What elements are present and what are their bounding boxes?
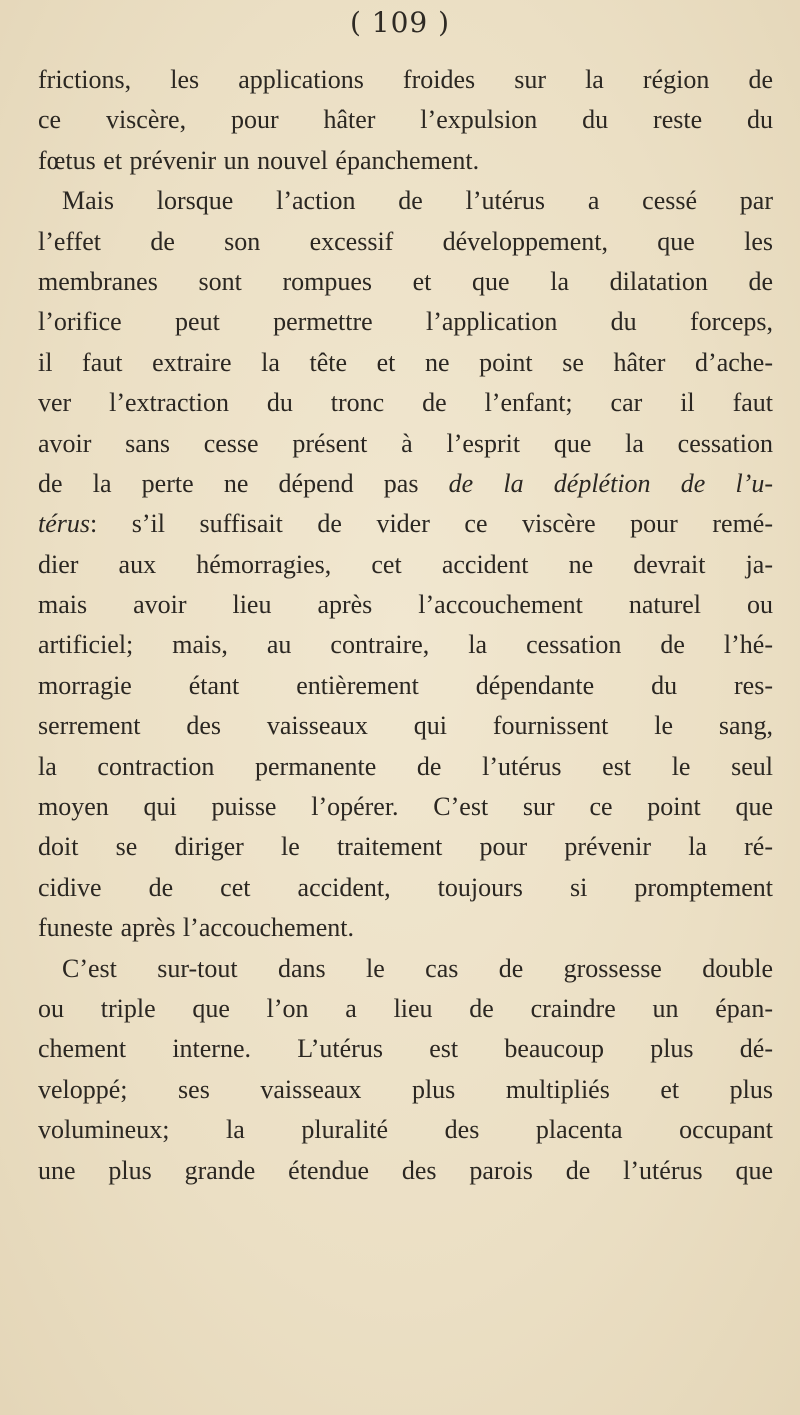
italic-phrase: de la déplétion de l’u- <box>448 468 773 498</box>
text-line: dier aux hémorragies, cet accident ne devrait ja- <box>38 549 773 579</box>
text-line: ce viscère, pour hâter l’expulsion du reste du <box>38 105 773 135</box>
text-line: cidive de cet accident, toujours si promptement <box>38 872 773 902</box>
text-line: il faut extraire la tête et ne point se hâter d’ache- <box>38 347 773 377</box>
text-line: doit se diriger le traitement pour prévenir la ré- <box>38 832 773 862</box>
text-line: Mais lorsque l’action de l’utérus a cessé par <box>62 186 773 216</box>
text-line: serrement des vaisseaux qui fournissent le sang, <box>38 711 773 741</box>
text-line: funeste après l’accouchement. <box>38 913 355 943</box>
text-line: ou triple que l’on a lieu de craindre un épan- <box>38 993 773 1023</box>
text-line-with-italic <box>38 504 773 544</box>
italic-word: térus <box>38 509 90 539</box>
text-line: l’orifice peut permettre l’application du forceps, <box>38 307 773 337</box>
text-line: frictions, les applications froides sur la région de <box>38 65 773 94</box>
page-number: ( 109 ) <box>349 6 451 39</box>
paragraph-2 <box>38 181 773 948</box>
text-line: moyen qui puisse l’opérer. C’est sur ce point que <box>38 792 773 822</box>
text-segment: : s’il suffisait de vider ce viscère pour remé- <box>90 509 773 539</box>
body-text <box>38 60 773 1191</box>
text-line: morragie étant entièrement dépendante du res- <box>38 670 773 700</box>
text-line: veloppé; ses vaisseaux plus multipliés et plus <box>38 1074 773 1104</box>
text-line: mais avoir lieu après l’accouchement naturel ou <box>38 590 773 620</box>
paragraph-3 <box>38 949 773 1191</box>
text-line: artificiel; mais, au contraire, la cessation de l’hé- <box>38 630 773 660</box>
text-line: membranes sont rompues et que la dilatation de <box>38 266 773 296</box>
text-line: volumineux; la pluralité des placenta occupant <box>38 1115 773 1145</box>
text-line-with-italic <box>38 464 773 504</box>
text-line: C’est sur-tout dans le cas de grossesse double <box>62 953 773 983</box>
text-line: ver l’extraction du tronc de l’enfant; car il faut <box>38 388 773 418</box>
text-line: avoir sans cesse présent à l’esprit que la cessation <box>38 428 773 458</box>
text-line: la contraction permanente de l’utérus est le seul <box>38 751 773 781</box>
paragraph-1 <box>38 60 773 181</box>
text-line: chement interne. L’utérus est beaucoup plus dé- <box>38 1034 773 1064</box>
text-line: l’effet de son excessif développement, que les <box>38 226 773 256</box>
text-line: une plus grande étendue des parois de l’utérus que <box>38 1155 773 1185</box>
text-line: fœtus et prévenir un nouvel épanchement. <box>38 145 480 175</box>
text-segment: de la perte ne dépend pas <box>38 468 419 498</box>
